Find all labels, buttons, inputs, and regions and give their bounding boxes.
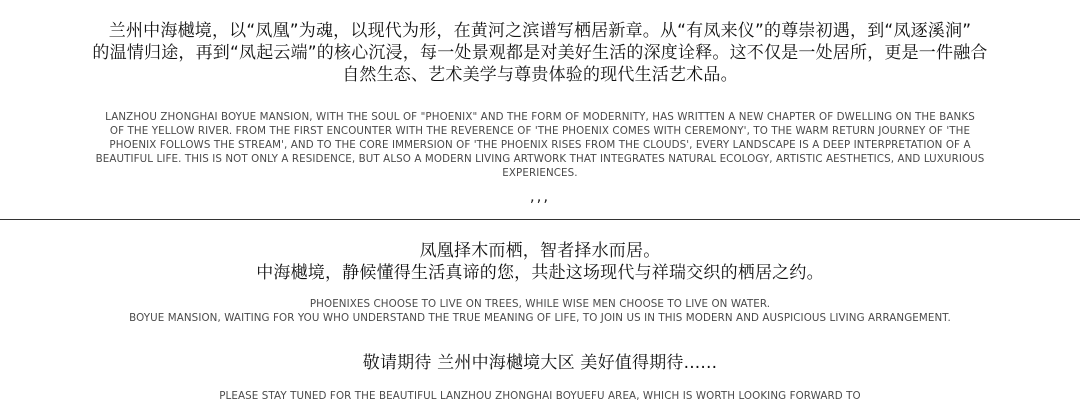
motto-en-line: PHOENIXES CHOOSE TO LIVE ON TREES, WHILE WISE MEN CHOOSE TO LIVE ON WATER. xyxy=(309,298,771,310)
stay-tuned-chinese: 敬请期待 兰州中海樾境大区 美好值得期待...... xyxy=(362,353,718,373)
intro-cn-line: 兰州中海樾境，以“凤凰”为魂，以现代为形，在黄河之滨谱写栖居新章。从“有凤来仪”的尊崇初遇，到“凤逐溪涧” xyxy=(108,21,972,41)
motto-chinese xyxy=(0,240,1080,284)
ellipsis-marks: ,,, xyxy=(529,187,551,205)
motto-cn-line: 凤凰择木而栖，智者择水而居。 xyxy=(419,241,661,261)
motto-cn-line: 中海樾境，静候懂得生活真谛的您，共赴这场现代与祥瑞交织的栖居之约。 xyxy=(256,263,824,283)
intro-cn-line: 的温情归途，再到“凤起云端”的核心沉浸，每一处景观都是对美好生活的深度诠释。这不仅是一处居所，更是一件融合 xyxy=(92,43,988,63)
intro-en-line: EXPERIENCES. xyxy=(502,167,578,179)
stay-tuned-english: PLEASE STAY TUNED FOR THE BEAUTIFUL LANZHOU ZHONGHAI BOYUEFU AREA, WHICH IS WORTH LOOKING FORWARD TO xyxy=(219,390,861,402)
intro-english-paragraph xyxy=(0,110,1080,180)
motto-english xyxy=(0,297,1080,325)
intro-en-line: BEAUTIFUL LIFE. THIS IS NOT ONLY A RESIDENCE, BUT ALSO A MODERN LIVING ARTWORK THAT INTEGRATES NATURAL ECOLOGY, ARTISTIC AESTHETICS, AND LUXURIOUS xyxy=(95,153,985,165)
intro-chinese-paragraph xyxy=(0,20,1080,86)
intro-en-line: PHOENIX FOLLOWS THE STREAM', AND TO THE CORE IMMERSION OF 'THE PHOENIX RISES FROM THE CLOUDS', EVERY LANDSCAPE IS A DEEP INTERPRETATION OF A xyxy=(109,139,971,151)
intro-cn-line: 自然生态、艺术美学与尊贵体验的现代生活艺术品。 xyxy=(342,65,738,85)
section-divider xyxy=(0,219,1080,220)
intro-en-line: OF THE YELLOW RIVER. FROM THE FIRST ENCOUNTER WITH THE REVERENCE OF 'THE PHOENIX COMES WITH CEREMONY', TO THE WARM RETURN JOURNEY OF 'THE xyxy=(109,125,971,137)
motto-en-line: BOYUE MANSION, WAITING FOR YOU WHO UNDERSTAND THE TRUE MEANING OF LIFE, TO JOIN US IN THIS MODERN AND AUSPICIOUS LIVING ARRANGEMENT. xyxy=(129,312,951,324)
intro-en-line: LANZHOU ZHONGHAI BOYUE MANSION, WITH THE SOUL OF "PHOENIX" AND THE FORM OF MODERNITY, HAS WRITTEN A NEW CHAPTER OF DWELLING ON THE BANKS xyxy=(105,111,975,123)
